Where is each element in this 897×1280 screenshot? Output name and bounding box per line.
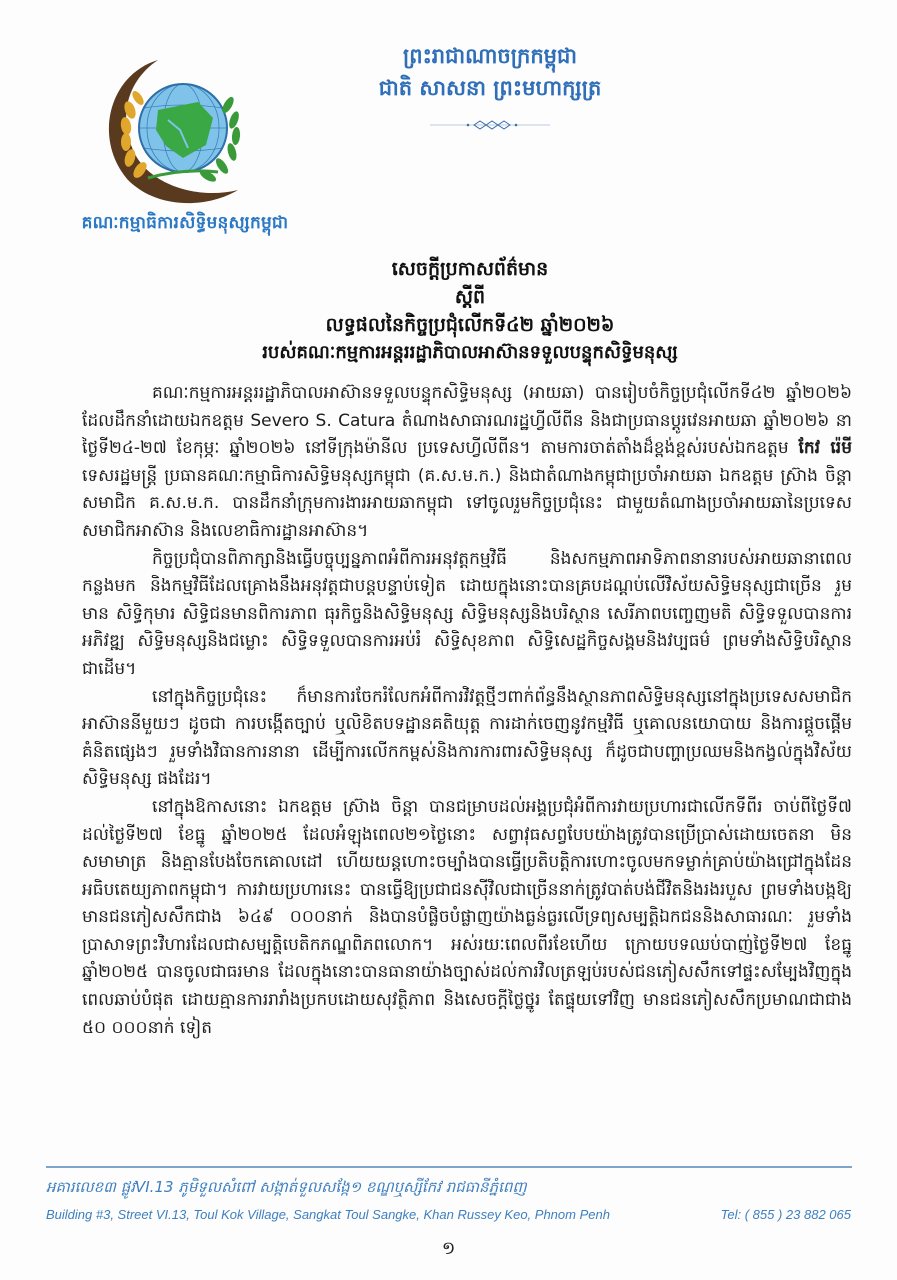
title-line-4: របស់គណៈកម្មការអន្តររដ្ឋាភិបាលអាស៊ានទទួលបន្ទុកសិទ្ធិមនុស្ស [262, 342, 678, 363]
footer-address-khmer: អគារលេខ៣ ផ្លូវVI.13 ភូមិទួលសំពៅ សង្កាត់ទួលសង្កែ១ ខណ្ឌឬស្សីកែវ រាជធានីភ្នំពេញ [46, 1178, 527, 1196]
paragraph-3: នៅក្នុងកិច្ចប្រជុំនេះ ក៏មានការចែករំលែកអំពីការវិវត្តថ្មីៗពាក់ព័ន្ធនឹងស្ថានភាពសិទ្ធិមនុស្សនៅក្នុងប្រទេសសមាជិកអាស៊ាននីមួយៗ ដូចជា ការបង្កើតច្បាប់ ឬលិខិតបទដ្ឋានគតិយុត្ត ការដាក់ចេញនូវកម្មវិធី ឬគោលនយោបាយ និងការផ្ដួចផ្ដើមគំនិតផ្សេងៗ រួមទាំងវិធានការនានា ដើម្បីការលើកកម្ពស់និងការការពារសិទ្ធិមនុស្ស ក៏ដូចជាបញ្ហាប្រឈមនិងកង្វល់ក្នុងវិស័យសិទ្ធិមនុស្ស ផងដែរ។ [82, 686, 852, 790]
logo-caption: គណៈកម្មាធិការសិទ្ធិមនុស្សកម្ពុជា [81, 213, 289, 233]
footer-telephone: Tel: ( 855 ) 23 882 065 [720, 1207, 851, 1222]
footer-divider [46, 1166, 852, 1168]
kingdom-name: ព្រះរាជាណាចក្រកម្ពុជា [402, 44, 577, 68]
paragraph-1 [82, 380, 852, 546]
paragraph-1-part-b: តំណាងសាធារណរដ្ឋហ្វីលីពីន និងជាប្រធានប្ដូរវេនអាយឆា ឆ្នាំ២០២៦ នាថ្ងៃទី២៤-២៧ ខែកុម្ភៈ ឆ្នាំ២០២៦ នៅទីក្រុងម៉ានីល ប្រទេសហ្វីលីពីន។ តាមការចាត់តាំងដ៏ខ្ពង់ខ្ពស់របស់ឯកឧត្តម [82, 410, 852, 459]
title-line-3: លទ្ធផលនៃកិច្ចប្រជុំលើកទី៤២ ឆ្នាំ២០២៦ [325, 314, 615, 336]
paragraph-1-part-a: គណៈកម្មការអន្តររដ្ឋាភិបាលអាស៊ានទទួលបន្ទុកសិទ្ធិមនុស្ស (អាយឆា) បានរៀបចំកិច្ចប្រជុំលើកទី៤២ ឆ្នាំ២០២៦ ដែលដឹកនាំដោយឯកឧត្តម [82, 383, 852, 431]
body-text [82, 380, 852, 1042]
person-name-severo: Severo S. Catura [250, 410, 396, 431]
ornament-divider-icon [430, 118, 550, 132]
person-name-keo-remy: កែវ រ៉េមី [798, 438, 852, 459]
national-motto: ជាតិ សាសនា ព្រះមហាក្សត្រ [378, 76, 602, 100]
title-line-2: ស្ដីពី [454, 286, 486, 308]
title-line-1: សេចក្ដីប្រកាសព័ត៌មាន [391, 258, 549, 280]
page-number: ១ [441, 1238, 456, 1259]
press-release-title [200, 255, 740, 367]
logo-emblem-icon [88, 50, 268, 210]
paragraph-2: កិច្ចប្រជុំបានពិភាក្សានិងធ្វើបច្ចុប្បន្នភាពអំពីការអនុវត្តកម្មវិធី និងសកម្មភាពអាទិភាពនានារបស់អាយឆានាពេលកន្លងមក និងកម្មវិធីដែលគ្រោងនឹងអនុវត្តជាបន្តបន្ទាប់ទៀត ដោយក្នុងនោះបានគ្របដណ្ដប់លើវិស័យសិទ្ធិមនុស្សជាច្រើន រួមមាន សិទ្ធិកុមារ សិទ្ធិជនមានពិការភាព ធុរកិច្ចនិងសិទ្ធិមនុស្ស សិទ្ធិមនុស្សនិងបរិស្ថាន សេរីភាពបញ្ចេញមតិ សិទ្ធិទទួលបានការអភិវឌ្ឍ សិទ្ធិមនុស្សនិងជម្លោះ សិទ្ធិទទួលបានការអប់រំ សិទ្ធិសុខភាព សិទ្ធិសេដ្ឋកិច្ចសង្គមនិងវប្បធម៌ ព្រមទាំងសិទ្ធិបរិស្ថាន ជាដើម។ [82, 548, 852, 679]
footer-address-english: Building #3, Street VI.13, Toul Kok Village, Sangkat Toul Sangke, Khan Russey Keo, Phnom Penh [46, 1207, 610, 1222]
paragraph-1-part-c: ទេសរដ្ឋមន្ត្រី ប្រធានគណៈកម្មាធិការសិទ្ធិមនុស្សកម្ពុជា (គ.ស.ម.ក.) និងជាតំណាងកម្ពុជាប្រចាំអាយឆា ឯកឧត្តម ស្រ៊ាង ចិន្តា សមាជិក គ.ស.ម.ក. បានដឹកនាំក្រុមការងារអាយឆាកម្ពុជា ទៅចូលរួមកិច្ចប្រជុំនេះ ជាមួយតំណាងប្រចាំអាយឆានៃប្រទេសសមាជិកអាស៊ាន និងលេខាធិការដ្ឋានអាស៊ាន។ [82, 465, 852, 541]
kingdom-header [340, 40, 640, 104]
paragraph-4: នៅក្នុងឱកាសនោះ ឯកឧត្តម ស្រ៊ាង ចិន្តា បានជម្រាបដល់អង្គប្រជុំអំពីការវាយប្រហារជាលើកទីពីរ ចាប់ពីថ្ងៃទី៧ ដល់ថ្ងៃទី២៧ ខែធ្នូ ឆ្នាំ២០២៥ ដែលអំឡុងពេល២១ថ្ងៃនោះ សព្វាវុធសព្វបែបយ៉ាងត្រូវបានប្រើប្រាស់ដោយចេតនា មិនសមាមាត្រ និងគ្មានបែងចែកគោលដៅ ហើយយន្តហោះចម្បាំងបានធ្វើប្រតិបត្តិការហោះចូលមកទម្លាក់គ្រាប់យ៉ាងជ្រៅក្នុងដែនអធិបតេយ្យភាពកម្ពុជា។ ការវាយប្រហារនេះ បានធ្វើឱ្យប្រជាជនស៊ីវិលជាច្រើននាក់ត្រូវបាត់បង់ជីវិតនិងរងរបួស ព្រមទាំងបង្កឱ្យមានជនភៀសសឹកជាង ៦៤៩ ០០០នាក់ និងបានបំផ្លិចបំផ្លាញយ៉ាងធ្ងន់ធ្ងរលើទ្រព្យសម្បត្តិឯកជននិងសាធារណៈ រួមទាំងប្រាសាទព្រះវិហារដែលជាសម្បត្តិបេតិកភណ្ឌពិភពលោក។ អស់រយៈពេលពីរខែហើយ ក្រោយបទឈប់បាញ់ថ្ងៃទី២៧ ខែធ្នូ ឆ្នាំ២០២៥ បានចូលជាធរមាន ដែលក្នុងនោះបានធានាយ៉ាងច្បាស់ដល់ការវិលត្រឡប់របស់ជនភៀសសឹកទៅផ្ទះសម្បែងវិញក្នុងពេលឆាប់បំផុត ដោយគ្មានការរារាំងប្រកបដោយសុវត្ថិភាព និងសេចក្ដីថ្លៃថ្នូរ តែផ្ទុយទៅវិញ មានជនភៀសសឹកប្រមាណជាជាង ៥០ ០០០នាក់ ទៀត [82, 796, 852, 1038]
commission-logo [88, 50, 268, 210]
